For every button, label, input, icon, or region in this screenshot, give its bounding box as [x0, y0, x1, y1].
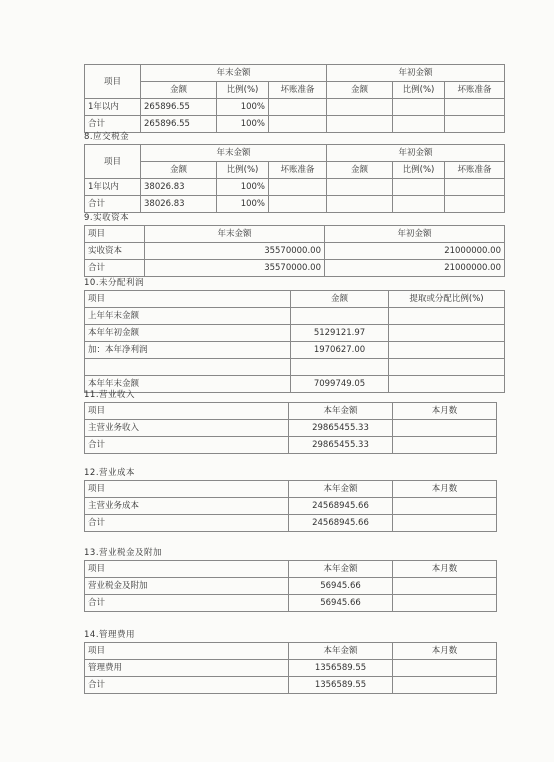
row-year-begin: 21000000.00 — [325, 243, 505, 260]
row-label: 合计 — [85, 196, 141, 213]
row-year-end: 35570000.00 — [145, 243, 325, 260]
header-bad-debt: 坏账准备 — [445, 82, 505, 99]
row-amount — [291, 308, 389, 325]
row-label: 合计 — [85, 677, 289, 694]
section-title-capital: 9.实收资本 — [84, 213, 130, 223]
row-year: 24568945.66 — [289, 515, 393, 532]
row-label: 上年年末金额 — [85, 308, 291, 325]
row-year: 56945.66 — [289, 595, 393, 612]
header-item: 项目 — [85, 291, 291, 308]
section-title-tax-surcharge: 13.营业税金及附加 — [84, 548, 163, 558]
header-ratio: 比例(%) — [217, 162, 269, 179]
header-ratio: 比例(%) — [393, 162, 445, 179]
row-ratio: 100% — [217, 116, 269, 133]
row-label: 主营业务成本 — [85, 498, 289, 515]
header-bad-debt: 坏账准备 — [269, 162, 327, 179]
header-item: 项目 — [85, 561, 289, 578]
header-bad-debt: 坏账准备 — [269, 82, 327, 99]
header-amount: 金额 — [327, 82, 393, 99]
row-label: 本年年末金额 — [85, 376, 291, 393]
header-year-begin: 年初金额 — [327, 65, 505, 82]
header-item: 项目 — [85, 643, 289, 660]
header-month: 本月数 — [393, 403, 497, 420]
row-label: 合计 — [85, 595, 289, 612]
header-amount: 金额 — [141, 162, 217, 179]
header-item: 项目 — [85, 481, 289, 498]
header-amount: 金额 — [327, 162, 393, 179]
header-ratio: 比例(%) — [393, 82, 445, 99]
admin-table — [84, 642, 497, 694]
tax-surcharge-table — [84, 560, 497, 612]
profit-table — [84, 290, 505, 393]
row-amount: 7099749.05 — [291, 376, 389, 393]
header-amount: 金额 — [291, 291, 389, 308]
section-title-profit: 10.未分配利润 — [84, 278, 145, 288]
section-title-cost: 12.营业成本 — [84, 468, 136, 478]
row-ratio: 100% — [217, 196, 269, 213]
table-row — [85, 498, 497, 515]
row-label: 合计 — [85, 260, 145, 277]
row-year: 29865455.33 — [289, 420, 393, 437]
row-label: 营业税金及附加 — [85, 578, 289, 595]
table-row — [85, 359, 505, 376]
header-month: 本月数 — [393, 481, 497, 498]
row-year-end: 35570000.00 — [145, 260, 325, 277]
header-year: 本年金额 — [289, 561, 393, 578]
cost-table — [84, 480, 497, 532]
header-item: 项目 — [85, 403, 289, 420]
table-row — [85, 196, 505, 213]
section-title-revenue: 11.营业收入 — [84, 390, 136, 400]
row-amount: 265896.55 — [141, 99, 217, 116]
row-year: 1356589.55 — [289, 677, 393, 694]
table-row — [85, 308, 505, 325]
row-label: 1年以内 — [85, 179, 141, 196]
header-year-end: 年末金额 — [141, 145, 327, 162]
row-amount: 5129121.97 — [291, 325, 389, 342]
table-row — [85, 437, 497, 454]
header-item: 项目 — [85, 226, 145, 243]
header-year-end: 年末金额 — [145, 226, 325, 243]
header-item: 项目 — [85, 145, 141, 179]
row-label — [85, 359, 291, 376]
row-label: 主营业务收入 — [85, 420, 289, 437]
table-row — [85, 420, 497, 437]
header-month: 本月数 — [393, 643, 497, 660]
table-row — [85, 660, 497, 677]
table-row — [85, 595, 497, 612]
table-row — [85, 325, 505, 342]
header-ratio: 比例(%) — [217, 82, 269, 99]
table-row — [85, 116, 505, 133]
header-year: 本年金额 — [289, 481, 393, 498]
row-ratio: 100% — [217, 99, 269, 116]
table-row — [85, 578, 497, 595]
row-label: 合计 — [85, 515, 289, 532]
row-label: 合计 — [85, 116, 141, 133]
row-amount: 38026.83 — [141, 179, 217, 196]
table-row — [85, 677, 497, 694]
table-row — [85, 99, 505, 116]
header-bad-debt: 坏账准备 — [445, 162, 505, 179]
row-label: 管理费用 — [85, 660, 289, 677]
table-row — [85, 376, 505, 393]
revenue-table — [84, 402, 497, 454]
tax-table — [84, 144, 505, 213]
table-row — [85, 515, 497, 532]
table-row — [85, 179, 505, 196]
row-label: 合计 — [85, 437, 289, 454]
row-label: 本年年初金额 — [85, 325, 291, 342]
header-month: 本月数 — [393, 561, 497, 578]
row-year-begin: 21000000.00 — [325, 260, 505, 277]
row-year: 56945.66 — [289, 578, 393, 595]
row-amount: 265896.55 — [141, 116, 217, 133]
header-amount: 金额 — [141, 82, 217, 99]
capital-table — [84, 225, 505, 277]
header-ratio: 提取或分配比例(%) — [389, 291, 505, 308]
header-year: 本年金额 — [289, 403, 393, 420]
header-year-begin: 年初金额 — [325, 226, 505, 243]
table-row — [85, 342, 505, 359]
row-amount: 38026.83 — [141, 196, 217, 213]
header-year-end: 年末金额 — [141, 65, 327, 82]
table-row — [85, 243, 505, 260]
header-item: 项目 — [85, 65, 141, 99]
section-title-admin: 14.管理费用 — [84, 630, 136, 640]
row-label: 加：本年净利润 — [85, 342, 291, 359]
row-amount — [291, 359, 389, 376]
row-label: 1年以内 — [85, 99, 141, 116]
table-row — [85, 260, 505, 277]
row-label: 实收资本 — [85, 243, 145, 260]
header-year: 本年金额 — [289, 643, 393, 660]
row-year: 1356589.55 — [289, 660, 393, 677]
header-year-begin: 年初金额 — [327, 145, 505, 162]
row-amount: 1970627.00 — [291, 342, 389, 359]
receivables-table — [84, 64, 505, 133]
row-year: 29865455.33 — [289, 437, 393, 454]
row-year: 24568945.66 — [289, 498, 393, 515]
section-title-tax: 8.应交税金 — [84, 132, 130, 142]
row-ratio: 100% — [217, 179, 269, 196]
